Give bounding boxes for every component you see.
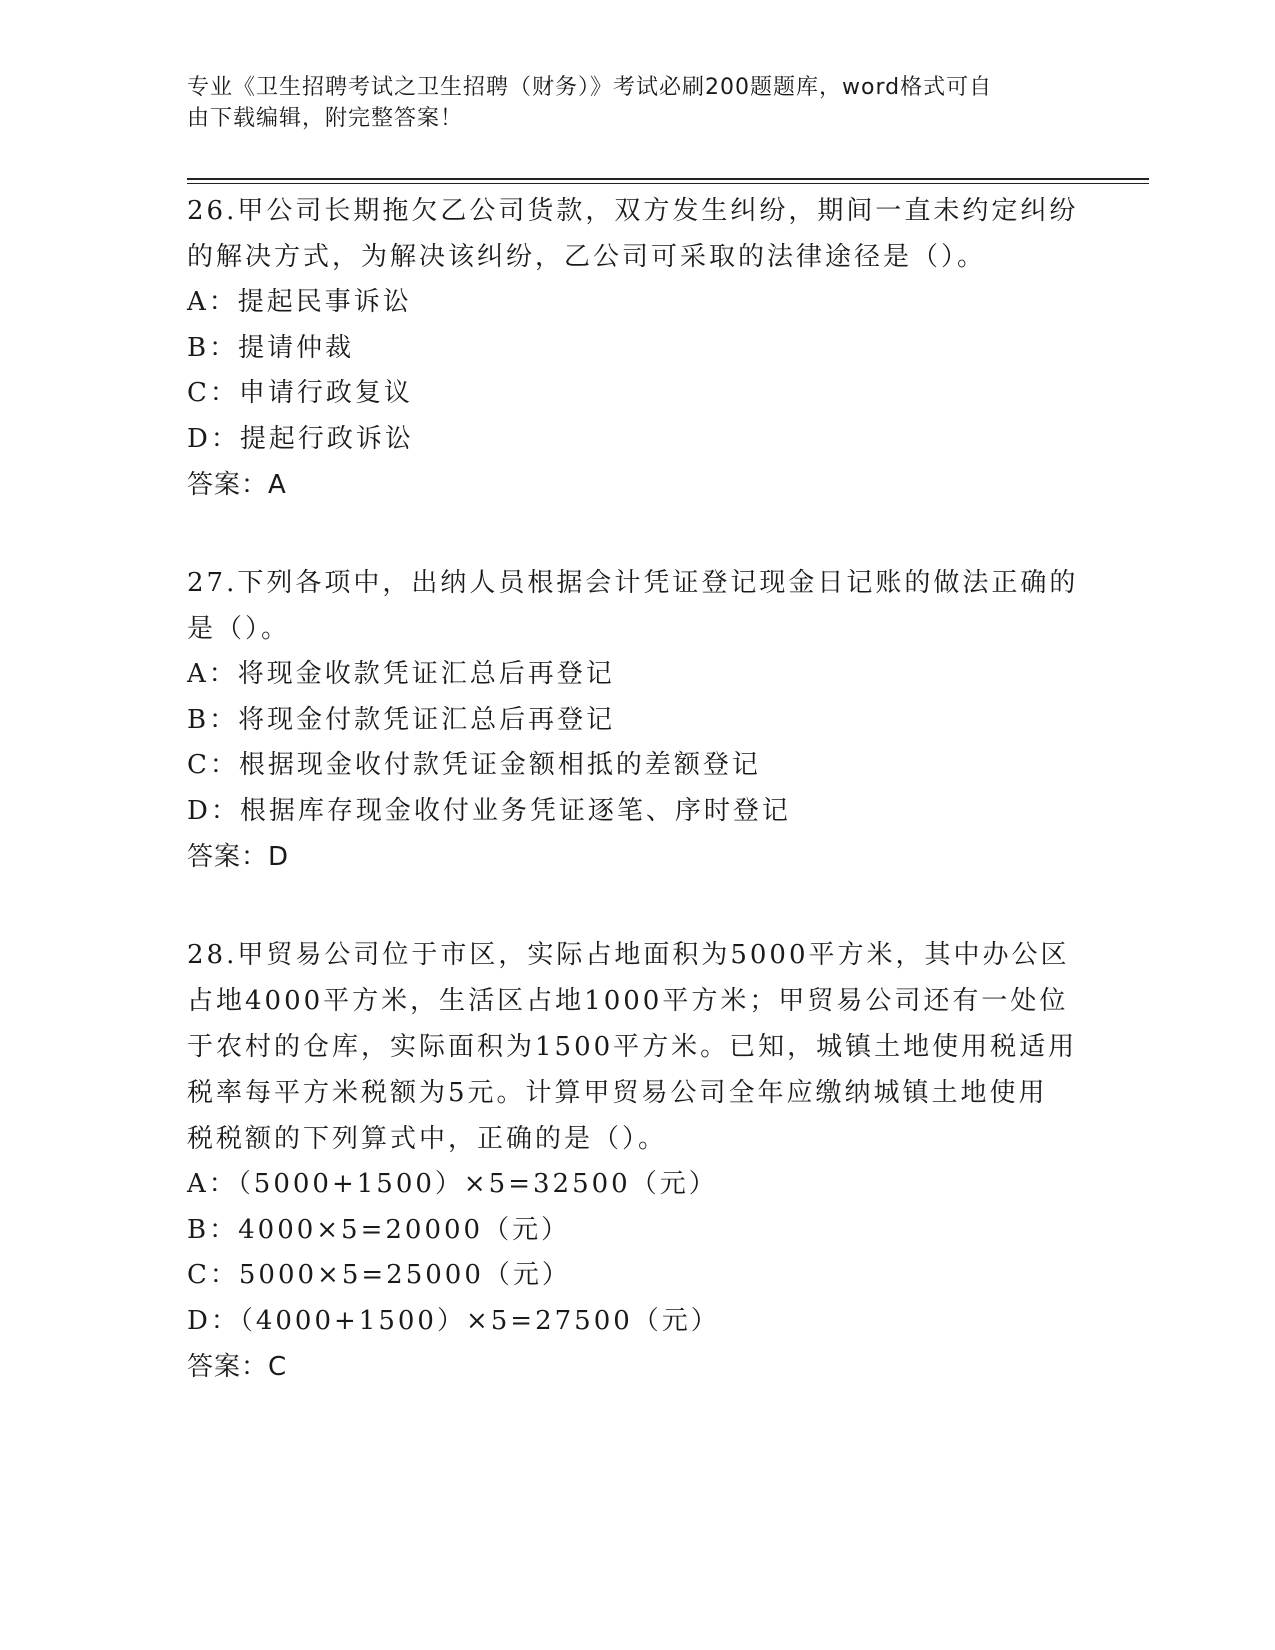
question-list xyxy=(187,188,1087,1442)
option-d: D：提起行政诉讼 xyxy=(187,423,414,454)
answer-line: 答案：A xyxy=(187,470,287,500)
stem-line: 税率每平方米税额为5元。计算甲贸易公司全年应缴纳城镇土地使用 xyxy=(187,1078,1048,1108)
answer-line: 答案：C xyxy=(187,1352,288,1382)
option-a: A：（5000+1500）×5=32500（元） xyxy=(187,1169,718,1199)
header-rule-thin xyxy=(187,183,1149,184)
stem-line: 26.甲公司长期拖欠乙公司货款，双方发生纠纷，期间一直未约定纠纷 xyxy=(187,196,1079,226)
question-stem xyxy=(187,188,1087,280)
option-c: C：5000×5=25000（元） xyxy=(187,1260,571,1290)
header-line-2: 由下载编辑，附完整答案！ xyxy=(187,106,464,131)
question-26 xyxy=(187,188,1087,508)
question-stem xyxy=(187,560,1087,652)
stem-line: 是（）。 xyxy=(187,614,291,644)
stem-line: 占地4000平方米，生活区占地1000平方米；甲贸易公司还有一处位 xyxy=(187,986,1069,1016)
stem-line: 27.下列各项中，出纳人员根据会计凭证登记现金日记账的做法正确的 xyxy=(187,568,1079,598)
stem-line: 税税额的下列算式中，正确的是（）。 xyxy=(187,1124,668,1154)
header-rule-thick xyxy=(187,178,1149,180)
question-stem xyxy=(187,932,1087,1162)
option-d: D：根据库存现金收付业务凭证逐笔、序时登记 xyxy=(187,795,791,826)
question-28 xyxy=(187,932,1087,1390)
option-a: A：将现金收款凭证汇总后再登记 xyxy=(187,659,615,689)
question-27 xyxy=(187,560,1087,880)
document-header xyxy=(187,72,1067,134)
answer-line: 答案：D xyxy=(187,842,290,872)
stem-line: 于农村的仓库，实际面积为1500平方米。已知，城镇土地使用税适用 xyxy=(187,1032,1078,1062)
option-a: A：提起民事诉讼 xyxy=(187,287,412,317)
header-line-1: 专业《卫生招聘考试之卫生招聘（财务）》考试必刷200题题库，word格式可自 xyxy=(187,75,993,100)
stem-line: 的解决方式，为解决该纠纷，乙公司可采取的法律途径是（）。 xyxy=(187,242,987,272)
option-c: C：根据现金收付款凭证金额相抵的差额登记 xyxy=(187,750,761,780)
option-b: B：4000×5=20000（元） xyxy=(187,1214,571,1245)
option-d: D：（4000+1500）×5=27500（元） xyxy=(187,1305,720,1336)
option-b: B：提请仲裁 xyxy=(187,332,355,363)
option-b: B：将现金付款凭证汇总后再登记 xyxy=(187,704,616,735)
stem-line: 28.甲贸易公司位于市区，实际占地面积为5000平方米，其中办公区 xyxy=(187,940,1070,970)
option-c: C：申请行政复议 xyxy=(187,378,413,408)
